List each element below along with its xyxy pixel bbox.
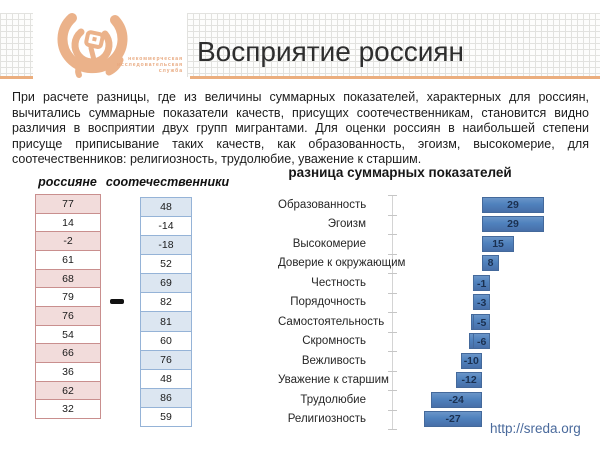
value-bar: [456, 372, 482, 388]
category-label: Образованность: [278, 198, 367, 211]
russians-cell: 77: [36, 195, 100, 214]
bar-value-label: -12: [461, 374, 477, 386]
category-label: Уважение к старшим: [278, 374, 389, 387]
category-label: Доверие к окружающим: [278, 257, 406, 270]
page-title: Восприятие россиян: [197, 36, 465, 67]
value-bar: [482, 197, 544, 213]
compatriots-cell: 86: [141, 389, 191, 408]
compatriots-cell: 82: [141, 293, 191, 312]
bar-value-label: 29: [507, 198, 519, 211]
russians-cell: 66: [36, 344, 100, 363]
value-bar: [431, 392, 482, 408]
category-label: Высокомерие: [292, 237, 366, 250]
sreda-logo-icon: [39, 8, 149, 86]
value-bar: [482, 236, 514, 252]
axis-tick: [388, 390, 397, 391]
compatriots-cell: 59: [160, 410, 172, 423]
axis-tick: [388, 429, 397, 430]
russians-cell: 32: [62, 403, 74, 416]
column-label-russians: россияне: [38, 175, 97, 189]
header-grid-left: [0, 13, 33, 77]
bar-zone: [368, 273, 600, 293]
chart-row: [278, 293, 600, 313]
chart-row: [278, 234, 600, 254]
chart-row: [278, 332, 600, 352]
axis-tick: [388, 371, 397, 372]
bar-value-label: -24: [448, 393, 464, 406]
category-label: Религиозность: [287, 413, 366, 426]
bar-zone: [368, 215, 600, 235]
value-bar: [424, 411, 482, 427]
header-accent-line-left: [0, 76, 33, 79]
body-paragraph: При расчете разницы, где из величины суммарных показателей, характерных для россиян, вычитались суммарные показатели качеств, присущих соотечественникам, становится видно различия в восприятии двух групп мигрантами. Для оценки россиян в наибольшей степени присуще приписывание таких качеств, как образованность, эгоизм, высокомерие, для соотечественников: религиозность, трудолюбие, уважение к старшим.: [12, 90, 589, 167]
bar-value-label: -6: [473, 333, 490, 349]
compatriots-cell: -18: [141, 236, 191, 255]
axis-tick: [388, 273, 397, 274]
minus-operator: [110, 299, 124, 304]
chart-row: [278, 390, 600, 410]
value-bar: [482, 216, 544, 232]
bar-value-label: -10: [463, 354, 479, 367]
russians-cell: 14: [36, 214, 100, 233]
category-label: Вежливость: [301, 354, 366, 367]
value-bar: [461, 353, 482, 369]
bar-zone: [368, 351, 600, 371]
category-label: Самостоятельность: [278, 315, 385, 328]
category-label: Честность: [311, 276, 366, 289]
bar-value-label: 29: [507, 218, 519, 230]
bar-zone: [368, 371, 600, 391]
chart-row: [278, 312, 600, 332]
bar-value-label: 15: [492, 237, 504, 250]
bar-zone: [368, 293, 600, 313]
compatriots-cell: 48: [141, 370, 191, 389]
logo: [33, 6, 187, 86]
sreda-link[interactable]: http://sreda.org: [490, 421, 581, 436]
chart-row: [278, 371, 600, 391]
bar-zone: [368, 234, 600, 254]
compatriots-cell: 52: [141, 255, 191, 274]
russians-cell: 79: [36, 288, 100, 307]
bar-zone: [368, 390, 600, 410]
bar-value-label: -1: [473, 275, 490, 291]
chart-title: разница суммарных показателей: [288, 165, 512, 180]
bar-zone: [368, 254, 600, 274]
compatriots-cell: -14: [141, 217, 191, 236]
russians-cell: 76: [36, 307, 100, 326]
axis-tick: [388, 234, 397, 235]
column-label-compatriots: соотечественники: [105, 175, 230, 189]
bar-zone: [368, 312, 600, 332]
header-accent-line-right: [190, 76, 600, 79]
compatriots-value-table: [140, 197, 192, 427]
russians-value-table: [35, 194, 101, 419]
bar-value-label: 8: [487, 257, 494, 269]
russians-cell: -2: [36, 232, 100, 251]
russians-cell: 68: [36, 270, 100, 289]
axis-tick: [388, 293, 397, 294]
axis-tick: [388, 332, 397, 333]
chart-row: [278, 351, 600, 371]
chart-row: [278, 195, 600, 215]
category-label: Порядочность: [290, 296, 366, 309]
chart-row: [278, 273, 600, 293]
compatriots-cell: 48: [141, 198, 191, 217]
russians-cell: 61: [36, 251, 100, 270]
axis-tick: [388, 254, 397, 255]
bar-zone: [368, 195, 600, 215]
axis-tick: [388, 351, 397, 352]
compatriots-cell: 60: [141, 332, 191, 351]
axis-tick: [388, 195, 397, 196]
category-label: Скромность: [302, 335, 366, 348]
category-label: Трудолюбие: [300, 393, 366, 406]
russians-cell: 62: [36, 382, 100, 401]
bar-chart: [278, 195, 600, 429]
compatriots-cell: 69: [141, 274, 191, 293]
bar-zone: [368, 332, 600, 352]
value-bar: [482, 255, 499, 271]
bar-value-label: -5: [473, 314, 490, 330]
category-label: Эгоизм: [327, 218, 366, 231]
russians-cell: 54: [36, 326, 100, 345]
chart-row: [278, 215, 600, 235]
axis-tick: [388, 215, 397, 216]
chart-row: [278, 254, 600, 274]
axis-tick: [388, 410, 397, 411]
compatriots-cell: 81: [141, 312, 191, 331]
logo-caption: некоммерческая исследовательская служба: [116, 56, 183, 74]
compatriots-cell: 76: [141, 351, 191, 370]
bar-value-label: -27: [445, 413, 461, 425]
russians-cell: 36: [36, 363, 100, 382]
bar-value-label: -3: [473, 294, 490, 310]
axis-tick: [388, 312, 397, 313]
